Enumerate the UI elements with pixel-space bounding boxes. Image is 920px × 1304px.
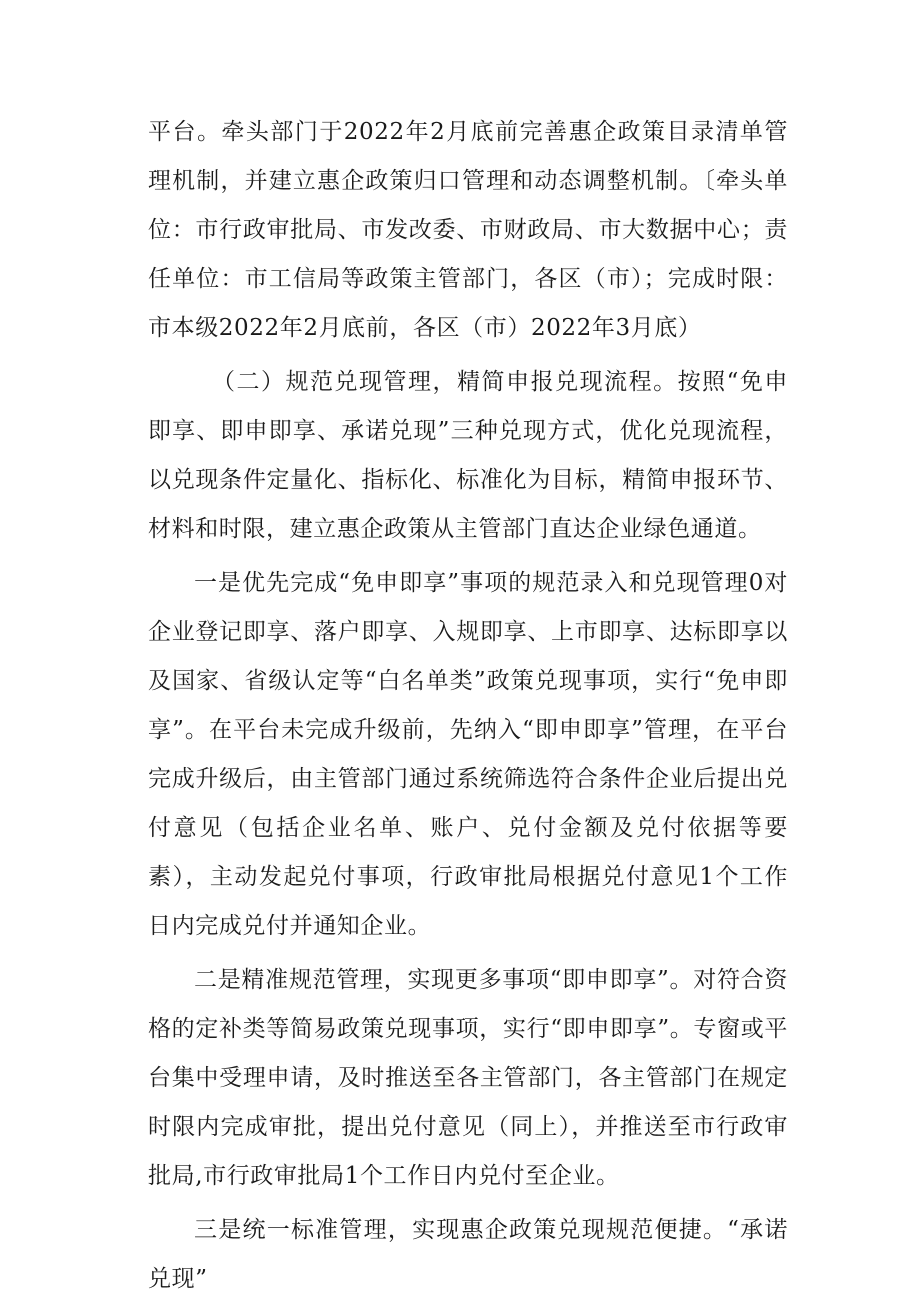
- paragraph-5: 三是统一标准管理，实现惠企政策兑现规范便捷。“承诺兑现”: [148, 1217, 788, 1292]
- paragraph-3: 一是优先完成“免申即享”事项的规范录入和兑现管理0对企业登记即享、落户即享、入规即享、上市即享、达标即享以及国家、省级认定等“白名单类”政策兑现事项，实行“免申即享”。在平台未完成升级前，先纳入“即申即享”管理，在平台完成升级后，由主管部门通过系统筛选符合条件企业后提出兑付意见（包括企业名单、账户、兑付金额及兑付依据等要素），主动发起兑付事项，行政审批局根据兑付意见1个工作日内完成兑付并通知企业。: [148, 570, 788, 939]
- paragraph-1: 平台。牵头部门于2022年2月底前完善惠企政策目录清单管理机制，并建立惠企政策归口管理和动态调整机制。〔牵头单位：市行政审批局、市发改委、市财政局、市大数据中心；责任单位：市工信局等政策主管部门，各区（市）；完成时限：市本级2022年2月底前，各区（市）2022年3月底）: [148, 119, 788, 341]
- paragraph-4: 二是精准规范管理，实现更多事项“即申即享”。对符合资格的定补类等简易政策兑现事项，实行“即申即享”。专窗或平台集中受理申请，及时推送至各主管部门，各主管部门在规定时限内完成审批，提出兑付意见（同上），并推送至市行政审批局,市行政审批局1个工作日内兑付至企业。: [148, 967, 788, 1189]
- paragraph-2: （二）规范兑现管理，精简申报兑现流程。按照“免申即享、即申即享、承诺兑现”三种兑现方式，优化兑现流程，以兑现条件定量化、指标化、标准化为目标，精简申报环节、材料和时限，建立惠企政策从主管部门直达企业绿色通道。: [148, 369, 788, 542]
- document-body: [148, 108, 788, 1304]
